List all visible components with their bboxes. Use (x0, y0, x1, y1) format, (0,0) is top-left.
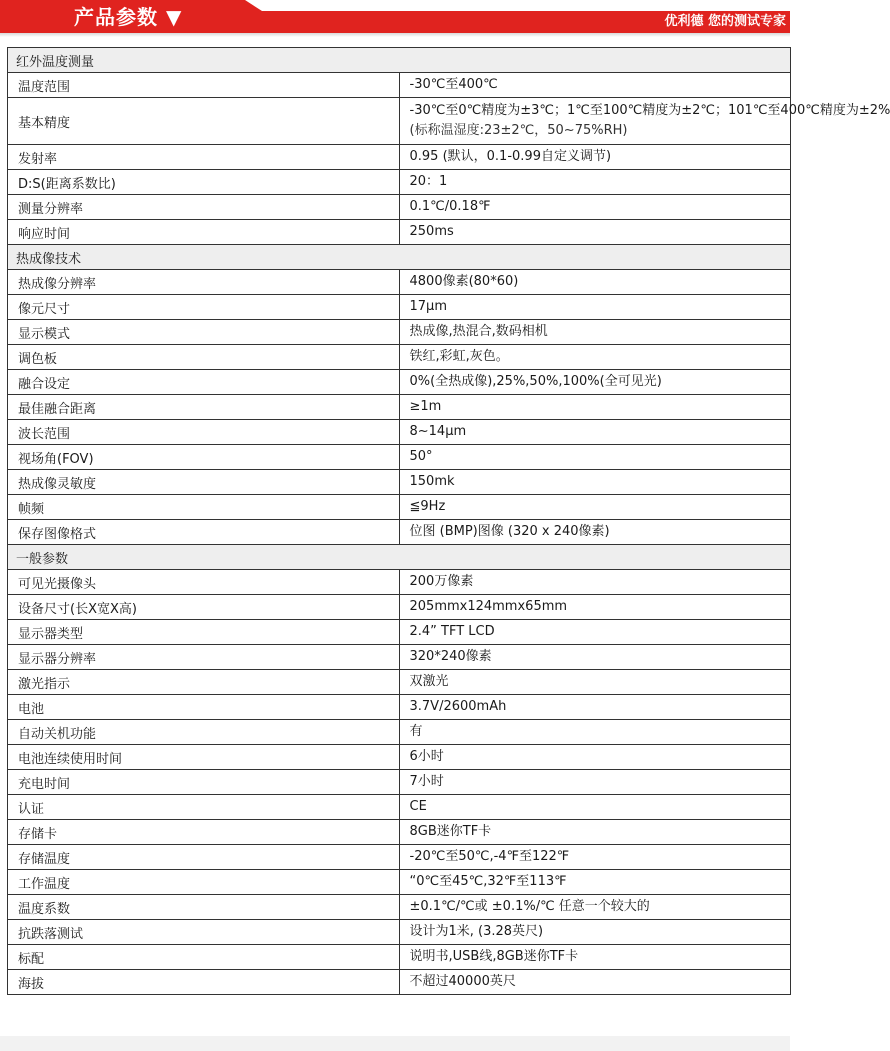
spec-value (399, 945, 791, 970)
spec-label: 自动关机功能 (8, 720, 400, 745)
spec-row (8, 970, 791, 995)
spec-value (399, 470, 791, 495)
section-title: 热成像技术 (8, 245, 791, 270)
spec-label: 波长范围 (8, 420, 400, 445)
spec-value (399, 320, 791, 345)
spec-label: 测量分辨率 (8, 195, 400, 220)
spec-value-line: ±0.1℃/℃或 ±0.1%/℃ 任意一个较大的 (409, 899, 650, 914)
spec-value (399, 720, 791, 745)
spec-value-line: 铁红,彩虹,灰色。 (409, 349, 509, 364)
spec-value (399, 570, 791, 595)
spec-value-line: 设计为1米, (3.28英尺) (409, 924, 544, 939)
spec-row (8, 270, 791, 295)
spec-label: 响应时间 (8, 220, 400, 245)
spec-label: 抗跌落测试 (8, 920, 400, 945)
spec-row (8, 470, 791, 495)
section-header-row (8, 545, 791, 570)
spec-label: 保存图像格式 (8, 520, 400, 545)
spec-row (8, 620, 791, 645)
spec-value (399, 495, 791, 520)
spec-label: D:S(距离系数比) (8, 170, 400, 195)
spec-label: 电池 (8, 695, 400, 720)
spec-row (8, 745, 791, 770)
spec-value-line: ≦9Hz (409, 499, 446, 514)
section-header-row (8, 48, 791, 73)
spec-value (399, 820, 791, 845)
spec-label: 存储卡 (8, 820, 400, 845)
spec-row (8, 220, 791, 245)
spec-value-line: 20：1 (409, 174, 448, 189)
spec-value (399, 395, 791, 420)
spec-value-line: 0%(全热成像),25%,50%,100%(全可见光) (409, 374, 662, 389)
spec-row (8, 98, 791, 145)
spec-value-line: 3.7V/2600mAh (409, 699, 507, 714)
spec-value (399, 445, 791, 470)
spec-value-line: 200万像素 (409, 574, 474, 589)
spec-label: 激光指示 (8, 670, 400, 695)
spec-row (8, 295, 791, 320)
spec-value (399, 170, 791, 195)
spec-row (8, 495, 791, 520)
spec-value-line: 4800像素(80*60) (409, 274, 519, 289)
spec-value (399, 420, 791, 445)
spec-label: 温度范围 (8, 73, 400, 98)
spec-label: 海拔 (8, 970, 400, 995)
spec-row (8, 895, 791, 920)
spec-value-line: 6小时 (409, 749, 444, 764)
spec-value-line: -20℃至50℃,-4℉至122℉ (409, 849, 570, 864)
spec-row (8, 445, 791, 470)
page-title: 产品参数 ▼ (74, 5, 183, 29)
spec-value-line: 205mmx124mmx65mm (409, 599, 568, 614)
spec-value-line: 17μm (409, 299, 447, 314)
spec-value (399, 745, 791, 770)
spec-value-line: 150mk (409, 474, 455, 489)
spec-value-line: 250ms (409, 224, 454, 239)
spec-value-line: 0.1℃/0.18℉ (409, 199, 491, 214)
spec-row (8, 945, 791, 970)
spec-value-line: 位图 (BMP)图像 (320 x 240像素) (409, 524, 610, 539)
spec-table (7, 47, 890, 995)
spec-row (8, 145, 791, 170)
spec-label: 充电时间 (8, 770, 400, 795)
spec-value (399, 920, 791, 945)
spec-label: 标配 (8, 945, 400, 970)
spec-value (399, 770, 791, 795)
spec-label: 设备尺寸(长X宽X高) (8, 595, 400, 620)
spec-value (399, 220, 791, 245)
spec-row (8, 420, 791, 445)
spec-value (399, 370, 791, 395)
section-title: 红外温度测量 (8, 48, 791, 73)
spec-row (8, 870, 791, 895)
spec-value-line: 7小时 (409, 774, 444, 789)
spec-value (399, 98, 890, 145)
spec-value-line: 2.4” TFT LCD (409, 624, 495, 639)
spec-row (8, 73, 791, 98)
brand-tagline: 优利德 您的测试专家 (664, 14, 786, 29)
spec-value (399, 195, 791, 220)
spec-row (8, 820, 791, 845)
spec-label: 显示器分辨率 (8, 645, 400, 670)
spec-value (399, 145, 791, 170)
spec-value (399, 795, 791, 820)
spec-row (8, 520, 791, 545)
spec-value (399, 73, 791, 98)
spec-label: 电池连续使用时间 (8, 745, 400, 770)
spec-row (8, 170, 791, 195)
spec-label: 认证 (8, 795, 400, 820)
spec-value-line: (标称温湿度:23±2℃，50~75%RH) (409, 123, 628, 138)
header-shadow (0, 33, 790, 37)
spec-value (399, 670, 791, 695)
spec-row (8, 770, 791, 795)
spec-label: 融合设定 (8, 370, 400, 395)
spec-label: 视场角(FOV) (8, 445, 400, 470)
spec-label: 显示模式 (8, 320, 400, 345)
spec-value-line: 不超过40000英尺 (409, 974, 516, 989)
spec-value-line: ≥1m (409, 399, 442, 414)
spec-value-line: -30℃至400℃ (409, 77, 498, 92)
spec-value (399, 345, 791, 370)
spec-value (399, 695, 791, 720)
spec-label: 基本精度 (8, 98, 400, 145)
spec-row (8, 695, 791, 720)
spec-value-line: 热成像,热混合,数码相机 (409, 324, 548, 339)
spec-label: 像元尺寸 (8, 295, 400, 320)
spec-value (399, 895, 791, 920)
spec-row (8, 570, 791, 595)
spec-row (8, 595, 791, 620)
spec-label: 温度系数 (8, 895, 400, 920)
spec-value-line: CE (409, 799, 427, 814)
spec-value (399, 270, 791, 295)
spec-value-line: 320*240像素 (409, 649, 492, 664)
spec-label: 存储温度 (8, 845, 400, 870)
spec-value-line: “0℃至45℃,32℉至113℉ (409, 874, 567, 889)
spec-label: 帧频 (8, 495, 400, 520)
section-title: 一般参数 (8, 545, 791, 570)
spec-label: 调色板 (8, 345, 400, 370)
spec-value (399, 620, 791, 645)
spec-value-line: 50° (409, 449, 433, 464)
spec-row (8, 395, 791, 420)
spec-value (399, 595, 791, 620)
spec-value-line: 8~14μm (409, 424, 467, 439)
spec-row (8, 670, 791, 695)
spec-label: 可见光摄像头 (8, 570, 400, 595)
spec-row (8, 845, 791, 870)
section-header-row (8, 245, 791, 270)
spec-label: 热成像灵敏度 (8, 470, 400, 495)
spec-row (8, 195, 791, 220)
spec-row (8, 320, 791, 345)
header-banner (0, 0, 790, 34)
spec-label: 工作温度 (8, 870, 400, 895)
spec-value-line: -30℃至0℃精度为±3℃；1℃至100℃精度为±2℃；101℃至400℃精度为±2% (409, 103, 890, 118)
spec-label: 发射率 (8, 145, 400, 170)
spec-row (8, 645, 791, 670)
spec-label: 热成像分辨率 (8, 270, 400, 295)
footer-band (0, 1036, 790, 1051)
spec-value (399, 295, 791, 320)
spec-value-line: 8GB迷你TF卡 (409, 824, 492, 839)
spec-row (8, 795, 791, 820)
spec-value (399, 970, 791, 995)
spec-value-line: 0.95 (默认，0.1-0.99自定义调节) (409, 149, 612, 164)
spec-value-line: 双激光 (409, 674, 449, 689)
spec-value (399, 520, 791, 545)
spec-row (8, 370, 791, 395)
spec-value (399, 645, 791, 670)
spec-value (399, 845, 791, 870)
spec-value-line: 有 (409, 724, 423, 739)
spec-value-line: 说明书,USB线,8GB迷你TF卡 (409, 949, 579, 964)
spec-label: 最佳融合距离 (8, 395, 400, 420)
spec-value (399, 870, 791, 895)
spec-row (8, 920, 791, 945)
spec-row (8, 720, 791, 745)
spec-row (8, 345, 791, 370)
spec-label: 显示器类型 (8, 620, 400, 645)
